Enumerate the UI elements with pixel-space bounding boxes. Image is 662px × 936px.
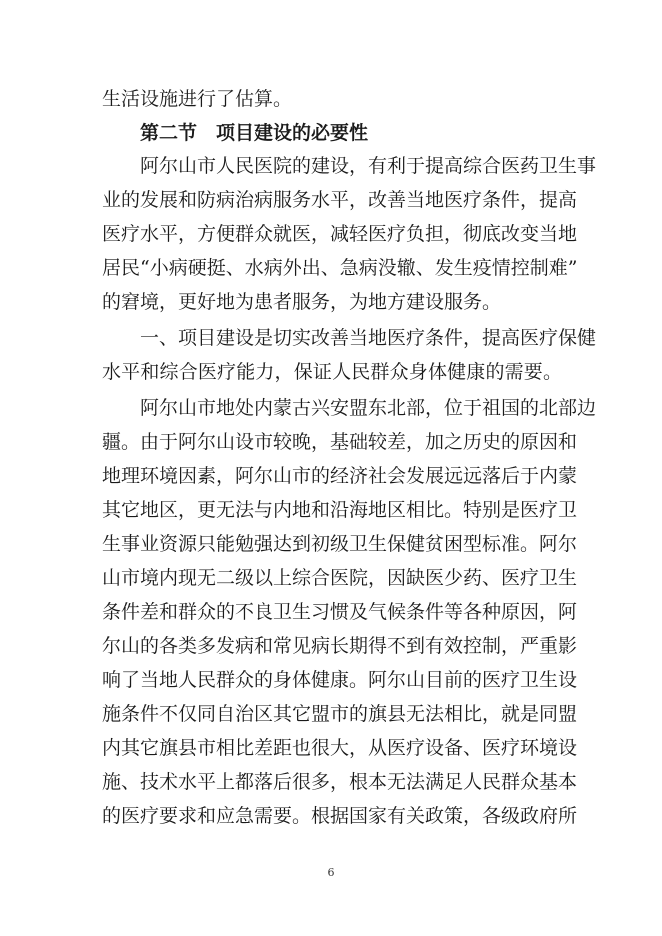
subheading-line: 水平和综合医疗能力，保证人民群众身体健康的需要。 xyxy=(102,361,562,383)
paragraph2-line: 的医疗要求和应急需要。根据国家有关政策，各级政府所 xyxy=(102,805,578,827)
paragraph1-line: 业的发展和防病治病服务水平，改善当地医疗条件，提高 xyxy=(102,189,578,211)
paragraph1-line: 的窘境，更好地为患者服务，为地方建设服务。 xyxy=(102,291,502,313)
paragraph2-line: 疆。由于阿尔山设市较晚，基础较差，加之历史的原因和 xyxy=(102,431,578,453)
paragraph2-line: 生事业资源只能勉强达到初级卫生保健贫困型标准。阿尔 xyxy=(102,533,578,555)
paragraph2-line: 地理环境因素，阿尔山市的经济社会发展远远落后于内蒙 xyxy=(102,465,578,487)
paragraph1-line: 医疗水平，方便群众就医，减轻医疗负担，彻底改变当地 xyxy=(102,223,578,245)
paragraph2-line: 响了当地人民群众的身体健康。阿尔山目前的医疗卫生设 xyxy=(102,669,578,691)
paragraph2-line: 条件差和群众的不良卫生习惯及气候条件等各种原因，阿 xyxy=(102,601,578,623)
paragraph1-line: 居民“小病硬挺、水病外出、急病没辙、发生疫情控制难” xyxy=(102,257,578,279)
subheading-line: 一、项目建设是切实改善当地医疗条件，提高医疗保健 xyxy=(140,327,597,349)
section-heading: 第二节 项目建设的必要性 xyxy=(140,122,369,144)
paragraph2-line: 山市境内现无二级以上综合医院，因缺医少药、医疗卫生 xyxy=(102,567,578,589)
page-number: 6 xyxy=(327,866,335,879)
paragraph2-line: 其它地区，更无法与内地和沿海地区相比。特别是医疗卫 xyxy=(102,499,578,521)
paragraph2-line: 尔山的各类多发病和常见病长期得不到有效控制，严重影 xyxy=(102,635,578,657)
paragraph2-line: 阿尔山市地处内蒙古兴安盟东北部，位于祖国的北部边 xyxy=(140,397,597,419)
intro-tail-line: 生活设施进行了估算。 xyxy=(102,88,293,110)
paragraph2-line: 施条件不仅同自治区其它盟市的旗县无法相比，就是同盟 xyxy=(102,703,578,725)
paragraph2-line: 施、技术水平上都落后很多，根本无法满足人民群众基本 xyxy=(102,771,578,793)
paragraph1-line: 阿尔山市人民医院的建设，有利于提高综合医药卫生事 xyxy=(140,155,597,177)
paragraph2-line: 内其它旗县市相比差距也很大，从医疗设备、医疗环境设 xyxy=(102,737,578,759)
